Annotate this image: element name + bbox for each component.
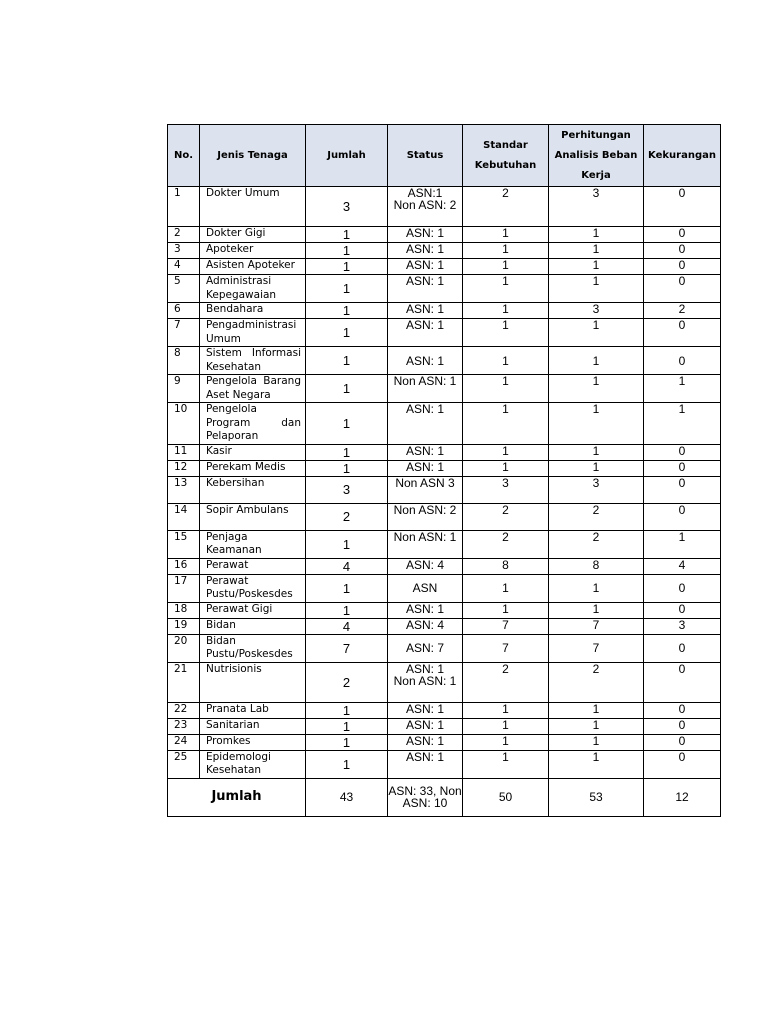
table-row — [168, 718, 721, 734]
table-row — [168, 476, 721, 503]
row-number-cell: 4 — [168, 259, 200, 275]
status-cell: ASN: 1 — [388, 275, 463, 303]
jumlah-cell: 1 — [306, 347, 388, 375]
total-kekurangan: 12 — [644, 778, 721, 816]
standar-kebutuhan-cell: 1 — [463, 750, 549, 778]
header-row — [168, 125, 721, 187]
row-number-cell: 24 — [168, 734, 200, 750]
standar-kebutuhan-cell: 1 — [463, 460, 549, 476]
kekurangan-cell: 0 — [644, 347, 721, 375]
table-row — [168, 243, 721, 259]
status-cell: Non ASN: 2 — [388, 503, 463, 530]
kekurangan-cell: 0 — [644, 702, 721, 718]
row-number-cell: 20 — [168, 634, 200, 662]
jenis-tenaga-cell: Bendahara — [200, 303, 306, 319]
status-cell: ASN: 1 — [388, 227, 463, 243]
table-row — [168, 634, 721, 662]
jumlah-cell: 1 — [306, 574, 388, 602]
jumlah-cell: 1 — [306, 702, 388, 718]
total-standar: 50 — [463, 778, 549, 816]
perhitungan-abk-cell: 1 — [549, 347, 644, 375]
standar-kebutuhan-cell: 1 — [463, 347, 549, 375]
header-no: No. — [168, 125, 200, 187]
row-number-cell: 21 — [168, 662, 200, 702]
perhitungan-abk-cell: 1 — [549, 574, 644, 602]
kekurangan-cell: 1 — [644, 375, 721, 403]
staffing-table — [167, 124, 721, 817]
perhitungan-abk-cell: 1 — [549, 403, 644, 445]
perhitungan-abk-cell: 3 — [549, 187, 644, 227]
perhitungan-abk-cell: 2 — [549, 662, 644, 702]
jumlah-cell: 1 — [306, 275, 388, 303]
kekurangan-cell: 0 — [644, 275, 721, 303]
kekurangan-cell: 0 — [644, 460, 721, 476]
header-perhitungan-abk: Perhitungan Analisis Beban Kerja — [549, 125, 644, 187]
row-number-cell: 9 — [168, 375, 200, 403]
jenis-tenaga-cell: Bidan Pustu/Poskesdes — [200, 634, 306, 662]
header-kekurangan: Kekurangan — [644, 125, 721, 187]
table-row — [168, 558, 721, 574]
jenis-tenaga-cell: Dokter Gigi — [200, 227, 306, 243]
row-number-cell: 1 — [168, 187, 200, 227]
jenis-tenaga-cell: Pengelola Program dan Pelaporan — [200, 403, 306, 445]
perhitungan-abk-cell: 2 — [549, 530, 644, 558]
table-row — [168, 403, 721, 445]
status-cell: ASN: 1 — [388, 734, 463, 750]
jumlah-cell: 1 — [306, 259, 388, 275]
standar-kebutuhan-cell: 2 — [463, 662, 549, 702]
jenis-tenaga-cell: Perekam Medis — [200, 460, 306, 476]
perhitungan-abk-cell: 1 — [549, 702, 644, 718]
perhitungan-abk-cell: 7 — [549, 618, 644, 634]
perhitungan-abk-cell: 7 — [549, 634, 644, 662]
kekurangan-cell: 0 — [644, 574, 721, 602]
perhitungan-abk-cell: 1 — [549, 319, 644, 347]
standar-kebutuhan-cell: 8 — [463, 558, 549, 574]
jenis-tenaga-cell: Pengelola Barang Aset Negara — [200, 375, 306, 403]
kekurangan-cell: 0 — [644, 734, 721, 750]
kekurangan-cell: 0 — [644, 187, 721, 227]
standar-kebutuhan-cell: 1 — [463, 444, 549, 460]
perhitungan-abk-cell: 1 — [549, 243, 644, 259]
table-row — [168, 347, 721, 375]
row-number-cell: 23 — [168, 718, 200, 734]
total-label: Jumlah — [168, 778, 306, 816]
table-row — [168, 702, 721, 718]
table-row — [168, 275, 721, 303]
row-number-cell: 25 — [168, 750, 200, 778]
kekurangan-cell: 1 — [644, 403, 721, 445]
jenis-tenaga-cell: Administrasi Kepegawaian — [200, 275, 306, 303]
jenis-tenaga-cell: Promkes — [200, 734, 306, 750]
jumlah-cell: 1 — [306, 403, 388, 445]
jumlah-cell: 7 — [306, 634, 388, 662]
jenis-tenaga-cell: Dokter Umum — [200, 187, 306, 227]
standar-kebutuhan-cell: 1 — [463, 702, 549, 718]
kekurangan-cell: 0 — [644, 503, 721, 530]
jumlah-cell: 1 — [306, 243, 388, 259]
jenis-tenaga-cell: Epidemologi Kesehatan — [200, 750, 306, 778]
jumlah-cell: 4 — [306, 558, 388, 574]
perhitungan-abk-cell: 1 — [549, 227, 644, 243]
header-jenis-tenaga: Jenis Tenaga — [200, 125, 306, 187]
standar-kebutuhan-cell: 1 — [463, 243, 549, 259]
jumlah-cell: 1 — [306, 227, 388, 243]
table-row — [168, 187, 721, 227]
row-number-cell: 5 — [168, 275, 200, 303]
standar-kebutuhan-cell: 7 — [463, 634, 549, 662]
header-status: Status — [388, 125, 463, 187]
status-cell: ASN: 1 — [388, 403, 463, 445]
jumlah-cell: 2 — [306, 662, 388, 702]
row-number-cell: 12 — [168, 460, 200, 476]
standar-kebutuhan-cell: 3 — [463, 476, 549, 503]
perhitungan-abk-cell: 3 — [549, 303, 644, 319]
jumlah-cell: 3 — [306, 476, 388, 503]
row-number-cell: 22 — [168, 702, 200, 718]
kekurangan-cell: 0 — [644, 750, 721, 778]
standar-kebutuhan-cell: 2 — [463, 187, 549, 227]
standar-kebutuhan-cell: 1 — [463, 259, 549, 275]
status-cell: ASN: 7 — [388, 634, 463, 662]
status-cell: ASN: 1 — [388, 243, 463, 259]
kekurangan-cell: 0 — [644, 718, 721, 734]
jumlah-cell: 3 — [306, 187, 388, 227]
standar-kebutuhan-cell: 1 — [463, 275, 549, 303]
status-cell: Non ASN: 1 — [388, 530, 463, 558]
standar-kebutuhan-cell: 1 — [463, 375, 549, 403]
table-row — [168, 303, 721, 319]
status-cell: ASN: 4 — [388, 558, 463, 574]
status-cell: Non ASN 3 — [388, 476, 463, 503]
kekurangan-cell: 0 — [644, 259, 721, 275]
row-number-cell: 11 — [168, 444, 200, 460]
standar-kebutuhan-cell: 1 — [463, 574, 549, 602]
perhitungan-abk-cell: 1 — [549, 444, 644, 460]
kekurangan-cell: 0 — [644, 227, 721, 243]
standar-kebutuhan-cell: 1 — [463, 303, 549, 319]
jenis-tenaga-cell: Perawat Gigi — [200, 602, 306, 618]
header-jumlah: Jumlah — [306, 125, 388, 187]
jenis-tenaga-cell: Sanitarian — [200, 718, 306, 734]
jumlah-cell: 1 — [306, 375, 388, 403]
table-row — [168, 734, 721, 750]
status-cell: ASN: 1 — [388, 602, 463, 618]
perhitungan-abk-cell: 1 — [549, 259, 644, 275]
perhitungan-abk-cell: 2 — [549, 503, 644, 530]
total-status: ASN: 33, Non ASN: 10 — [388, 778, 463, 816]
jumlah-cell: 1 — [306, 602, 388, 618]
kekurangan-cell: 0 — [644, 662, 721, 702]
jenis-tenaga-cell: Asisten Apoteker — [200, 259, 306, 275]
jenis-tenaga-cell: Perawat Pustu/Poskesdes — [200, 574, 306, 602]
row-number-cell: 7 — [168, 319, 200, 347]
kekurangan-cell: 0 — [644, 602, 721, 618]
jumlah-cell: 4 — [306, 618, 388, 634]
perhitungan-abk-cell: 3 — [549, 476, 644, 503]
table-row — [168, 460, 721, 476]
status-cell: ASN: 1 — [388, 303, 463, 319]
status-cell: Non ASN: 1 — [388, 375, 463, 403]
jumlah-cell: 1 — [306, 460, 388, 476]
row-number-cell: 8 — [168, 347, 200, 375]
status-cell: ASN: 1 — [388, 750, 463, 778]
row-number-cell: 15 — [168, 530, 200, 558]
status-cell: ASN: 1 — [388, 259, 463, 275]
total-abk: 53 — [549, 778, 644, 816]
kekurangan-cell: 4 — [644, 558, 721, 574]
jumlah-cell: 1 — [306, 734, 388, 750]
row-number-cell: 13 — [168, 476, 200, 503]
jenis-tenaga-cell: Pranata Lab — [200, 702, 306, 718]
kekurangan-cell: 0 — [644, 634, 721, 662]
perhitungan-abk-cell: 1 — [549, 375, 644, 403]
standar-kebutuhan-cell: 1 — [463, 319, 549, 347]
table-row — [168, 319, 721, 347]
kekurangan-cell: 1 — [644, 530, 721, 558]
table-row — [168, 503, 721, 530]
jenis-tenaga-cell: Nutrisionis — [200, 662, 306, 702]
jumlah-cell: 1 — [306, 444, 388, 460]
perhitungan-abk-cell: 8 — [549, 558, 644, 574]
jumlah-cell: 1 — [306, 319, 388, 347]
row-number-cell: 16 — [168, 558, 200, 574]
standar-kebutuhan-cell: 7 — [463, 618, 549, 634]
status-cell: ASN: 1 — [388, 702, 463, 718]
kekurangan-cell: 0 — [644, 476, 721, 503]
kekurangan-cell: 0 — [644, 243, 721, 259]
jenis-tenaga-cell: Pengadministrasi Umum — [200, 319, 306, 347]
jenis-tenaga-cell: Apoteker — [200, 243, 306, 259]
status-cell: ASN: 1 — [388, 718, 463, 734]
standar-kebutuhan-cell: 1 — [463, 718, 549, 734]
status-cell: ASN: 1 — [388, 460, 463, 476]
perhitungan-abk-cell: 1 — [549, 275, 644, 303]
total-jumlah: 43 — [306, 778, 388, 816]
status-cell: ASN: 1 — [388, 319, 463, 347]
status-cell: ASN: 4 — [388, 618, 463, 634]
table-row — [168, 375, 721, 403]
standar-kebutuhan-cell: 1 — [463, 734, 549, 750]
jenis-tenaga-cell: Kebersihan — [200, 476, 306, 503]
table-row — [168, 227, 721, 243]
table-row — [168, 602, 721, 618]
jumlah-cell: 1 — [306, 750, 388, 778]
jenis-tenaga-cell: Kasir — [200, 444, 306, 460]
table-row — [168, 530, 721, 558]
jenis-tenaga-cell: Penjaga Keamanan — [200, 530, 306, 558]
standar-kebutuhan-cell: 1 — [463, 227, 549, 243]
kekurangan-cell: 0 — [644, 319, 721, 347]
status-cell: ASN:1 Non ASN: 2 — [388, 187, 463, 227]
perhitungan-abk-cell: 1 — [549, 718, 644, 734]
standar-kebutuhan-cell: 1 — [463, 602, 549, 618]
jumlah-cell: 2 — [306, 503, 388, 530]
row-number-cell: 2 — [168, 227, 200, 243]
table-row — [168, 444, 721, 460]
status-cell: ASN — [388, 574, 463, 602]
perhitungan-abk-cell: 1 — [549, 602, 644, 618]
table-row — [168, 662, 721, 702]
row-number-cell: 6 — [168, 303, 200, 319]
jenis-tenaga-cell: Sistem Informasi Kesehatan — [200, 347, 306, 375]
row-number-cell: 10 — [168, 403, 200, 445]
standar-kebutuhan-cell: 1 — [463, 403, 549, 445]
jumlah-cell: 1 — [306, 530, 388, 558]
perhitungan-abk-cell: 1 — [549, 734, 644, 750]
status-cell: ASN: 1 Non ASN: 1 — [388, 662, 463, 702]
table-row — [168, 259, 721, 275]
row-number-cell: 14 — [168, 503, 200, 530]
perhitungan-abk-cell: 1 — [549, 460, 644, 476]
jumlah-cell: 1 — [306, 303, 388, 319]
table-row — [168, 618, 721, 634]
jenis-tenaga-cell: Perawat — [200, 558, 306, 574]
row-number-cell: 18 — [168, 602, 200, 618]
table-row — [168, 574, 721, 602]
table-row — [168, 750, 721, 778]
standar-kebutuhan-cell: 2 — [463, 530, 549, 558]
jenis-tenaga-cell: Bidan — [200, 618, 306, 634]
jenis-tenaga-cell: Sopir Ambulans — [200, 503, 306, 530]
kekurangan-cell: 0 — [644, 444, 721, 460]
total-row — [168, 778, 721, 816]
row-number-cell: 3 — [168, 243, 200, 259]
kekurangan-cell: 3 — [644, 618, 721, 634]
standar-kebutuhan-cell: 2 — [463, 503, 549, 530]
header-standar-kebutuhan: Standar Kebutuhan — [463, 125, 549, 187]
status-cell: ASN: 1 — [388, 444, 463, 460]
jumlah-cell: 1 — [306, 718, 388, 734]
row-number-cell: 19 — [168, 618, 200, 634]
status-cell: ASN: 1 — [388, 347, 463, 375]
row-number-cell: 17 — [168, 574, 200, 602]
kekurangan-cell: 2 — [644, 303, 721, 319]
perhitungan-abk-cell: 1 — [549, 750, 644, 778]
